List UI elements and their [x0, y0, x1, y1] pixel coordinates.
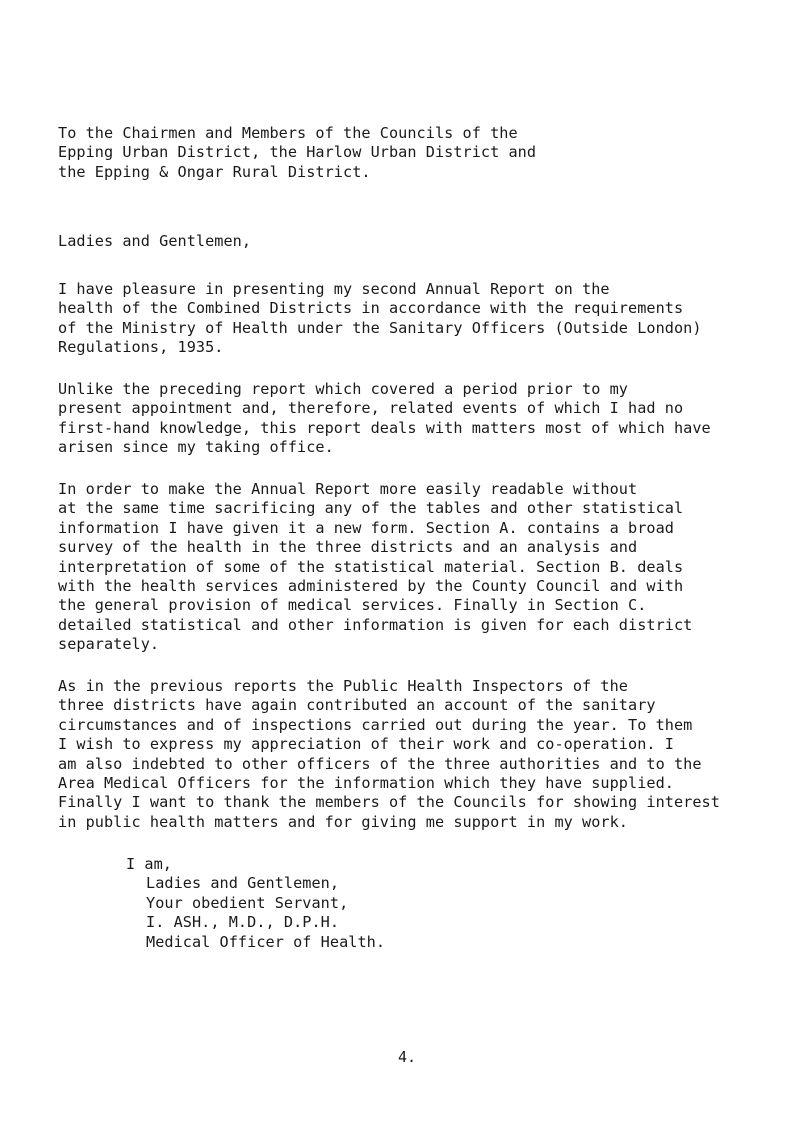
- paragraph-line: of the Ministry of Health under the Sanitary Officers (Outside London): [58, 318, 702, 337]
- paragraph-line: As in the previous reports the Public Health Inspectors of the: [58, 677, 629, 695]
- paragraph-line: with the health services administered by the County Council and with: [58, 577, 684, 596]
- paragraph-line: present appointment and, therefore, related events of which I had no: [58, 399, 684, 418]
- paragraph-line: interpretation of some of the statistical material. Section B. deals: [58, 557, 684, 576]
- closing-line: Your obedient Servant,: [146, 893, 349, 912]
- salutation: [58, 232, 774, 251]
- paragraph-1: [58, 280, 774, 358]
- paragraph-line: Area Medical Officers for the information which they have supplied.: [58, 774, 674, 793]
- closing-line: I am,: [126, 855, 172, 873]
- paragraph-line: Regulations, 1935.: [58, 338, 224, 357]
- closing-line: Ladies and Gentlemen,: [146, 874, 340, 893]
- paragraph-line: Unlike the preceding report which covered a period prior to my: [58, 380, 629, 398]
- paragraph-3: [58, 480, 774, 655]
- paragraph-line: arisen since my taking office.: [58, 438, 334, 457]
- paragraph-line: In order to make the Annual Report more easily readable without: [58, 480, 638, 498]
- paragraph-line: I have pleasure in presenting my second Annual Report on the: [58, 280, 610, 298]
- address-line: To the Chairmen and Members of the Councils of the: [58, 124, 518, 142]
- paragraph-line: separately.: [58, 635, 160, 654]
- paragraph-line: detailed statistical and other information is given for each district: [58, 615, 693, 634]
- page-number: 4.: [398, 1048, 417, 1066]
- paragraph-line: circumstances and of inspections carried out during the year. To them: [58, 715, 693, 734]
- paragraph-line: information I have given it a new form. Section A. contains a broad: [58, 518, 674, 537]
- address-line: Epping Urban District, the Harlow Urban District and: [58, 143, 537, 162]
- paragraph-2: [58, 380, 774, 458]
- paragraph-line: at the same time sacrificing any of the tables and other statistical: [58, 499, 684, 518]
- closing-line: Medical Officer of Health.: [146, 932, 386, 951]
- closing-signature: [126, 855, 800, 952]
- paragraph-line: the general provision of medical services. Finally in Section C.: [58, 596, 647, 615]
- address-line: the Epping & Ongar Rural District.: [58, 162, 371, 181]
- address-block: [58, 124, 774, 182]
- paragraph-4: [58, 677, 774, 832]
- paragraph-line: first-hand knowledge, this report deals with matters most of which have: [58, 418, 711, 437]
- paragraph-line: health of the Combined Districts in accordance with the requirements: [58, 299, 684, 318]
- paragraph-line: in public health matters and for giving me support in my work.: [58, 812, 629, 831]
- paragraph-line: am also indebted to other officers of the three authorities and to the: [58, 754, 702, 773]
- paragraph-line: Finally I want to thank the members of the Councils for showing interest: [58, 793, 720, 812]
- paragraph-line: I wish to express my appreciation of their work and co-operation. I: [58, 735, 674, 754]
- paragraph-line: survey of the health in the three districts and an analysis and: [58, 538, 638, 557]
- closing-line: I. ASH., M.D., D.P.H.: [146, 913, 340, 932]
- paragraph-line: three districts have again contributed an account of the sanitary: [58, 696, 656, 715]
- salutation-text: Ladies and Gentlemen,: [58, 232, 252, 250]
